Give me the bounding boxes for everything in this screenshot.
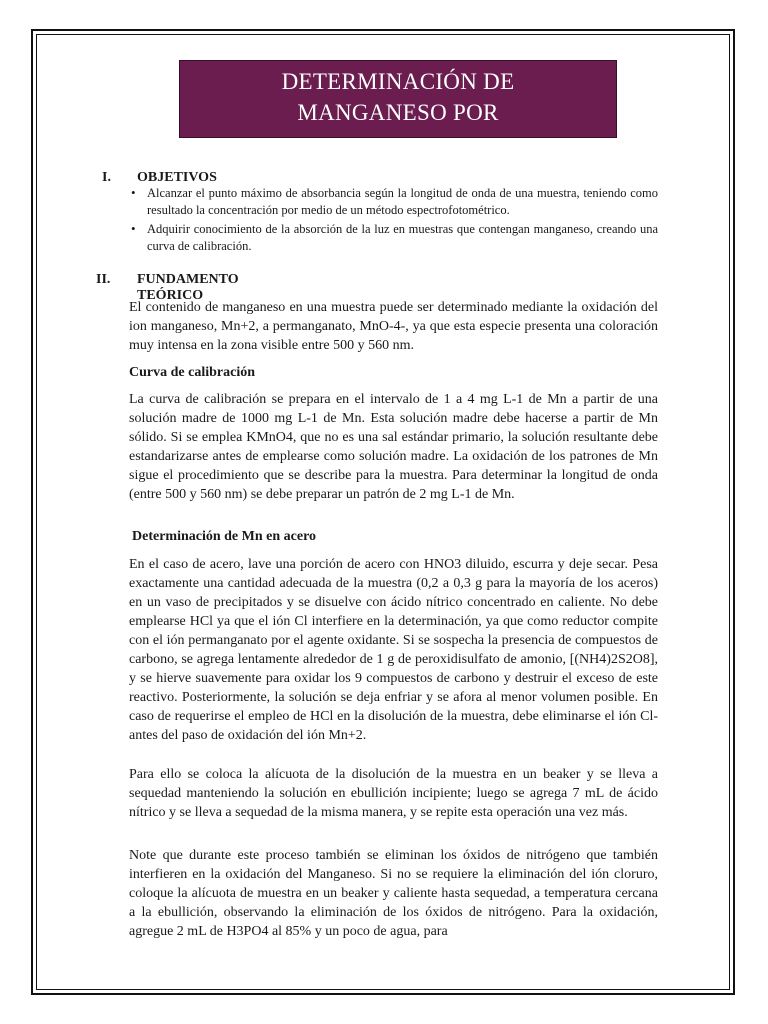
title-banner — [179, 60, 617, 138]
list-item: • Adquirir conocimiento de la absorción de la luz en muestras que contengan manganeso, creando una curva de calibración. — [128, 221, 658, 254]
section-number: II. — [96, 272, 111, 287]
acero-heading: Determinación de Mn en acero — [132, 529, 317, 544]
section-title: FUNDAMENTO TEÓRICO — [137, 272, 239, 303]
section-title: OBJETIVOS — [137, 170, 217, 185]
objetivos-list — [128, 185, 658, 257]
para-ello-paragraph: Para ello se coloca la alícuota de la disolución de la muestra en un beaker y se lleva a sequedad manteniendo la solución en ebullición incipiente; luego se agrega 7 mL de ácido nítrico y se lleva a sequedad de la misma manera, y se repite esta operación una vez más. — [129, 767, 658, 820]
list-item: • Alcanzar el punto máximo de absorbancia según la longitud de onda de una muestra, teniendo como resultado la concentración por medio de un método espectrofotométrico. — [128, 185, 658, 218]
curva-paragraph: La curva de calibración se prepara en el intervalo de 1 a 4 mg L-1 de Mn a partir de una solución madre de 1000 mg L-1 de Mn. Esta solución madre debe hacerse a partir de Mn sólido. Si se emplea KMnO4, que no es una sal estándar primario, la solución resultante debe estandarizarse antes de emplearse como solución madre. La oxidación de los patrones de Mn sigue el procedimiento que se describe para la muestra. Para determinar la longitud de onda (entre 500 y 560 nm) se debe preparar un patrón de 2 mg L-1 de Mn. — [129, 392, 658, 502]
title-line-1: DETERMINACIÓN DE — [281, 69, 515, 94]
intro-paragraph: El contenido de manganeso en una muestra puede ser determinado mediante la oxidación del ion manganeso, Mn+2, a permanganato, MnO-4-, ya que esta especie presenta una coloración muy intensa en la zona visible entre 500 y 560 nm. — [129, 300, 658, 353]
note-paragraph: Note que durante este proceso también se eliminan los óxidos de nitrógeno que también interfieren en la oxidación del Manganeso. Si no se requiere la eliminación del ión cloruro, coloque la alícuota de muestra en un beaker y caliente hasta sequedad, a temperatura cercana a la ebullición, observando la eliminación de los óxidos de nitrógeno. Para la oxidación, agregue 2 mL de H3PO4 al 85% y un poco de agua, para — [129, 848, 658, 939]
title-line-2: MANGANESO POR — [297, 100, 499, 125]
acero-paragraph: En el caso de acero, lave una porción de acero con HNO3 diluido, escurra y deje secar. Pesa exactamente una cantidad adecuada de la muestra (0,2 a 0,3 g para la mayoría de los aceros) en un vaso de precipitados y se disuelve con ácido nítrico concentrado en caliente. No debe emplearse HCl ya que el ión Cl interfiere en la determinación, ya que como reductor compite con el ión permanganato por el agente oxidante. Si se sospecha la presencia de compuestos de carbono, se agrega lentamente alrededor de 1 g de peroxidisulfato de amonio, [(NH4)2S2O8], y se hierve suavemente para oxidar los 9 compuestos de carbono y destruir el exceso de este reactivo. Posteriormente, la solución se deja enfriar y se afora al menor volumen posible. En caso de requerirse el empleo de HCl en la disolución de la muestra, debe eliminarse el ión Cl- antes del paso de oxidación del ión Mn+2. — [129, 557, 658, 743]
curva-heading: Curva de calibración — [129, 365, 255, 380]
section-number: I. — [102, 170, 111, 185]
